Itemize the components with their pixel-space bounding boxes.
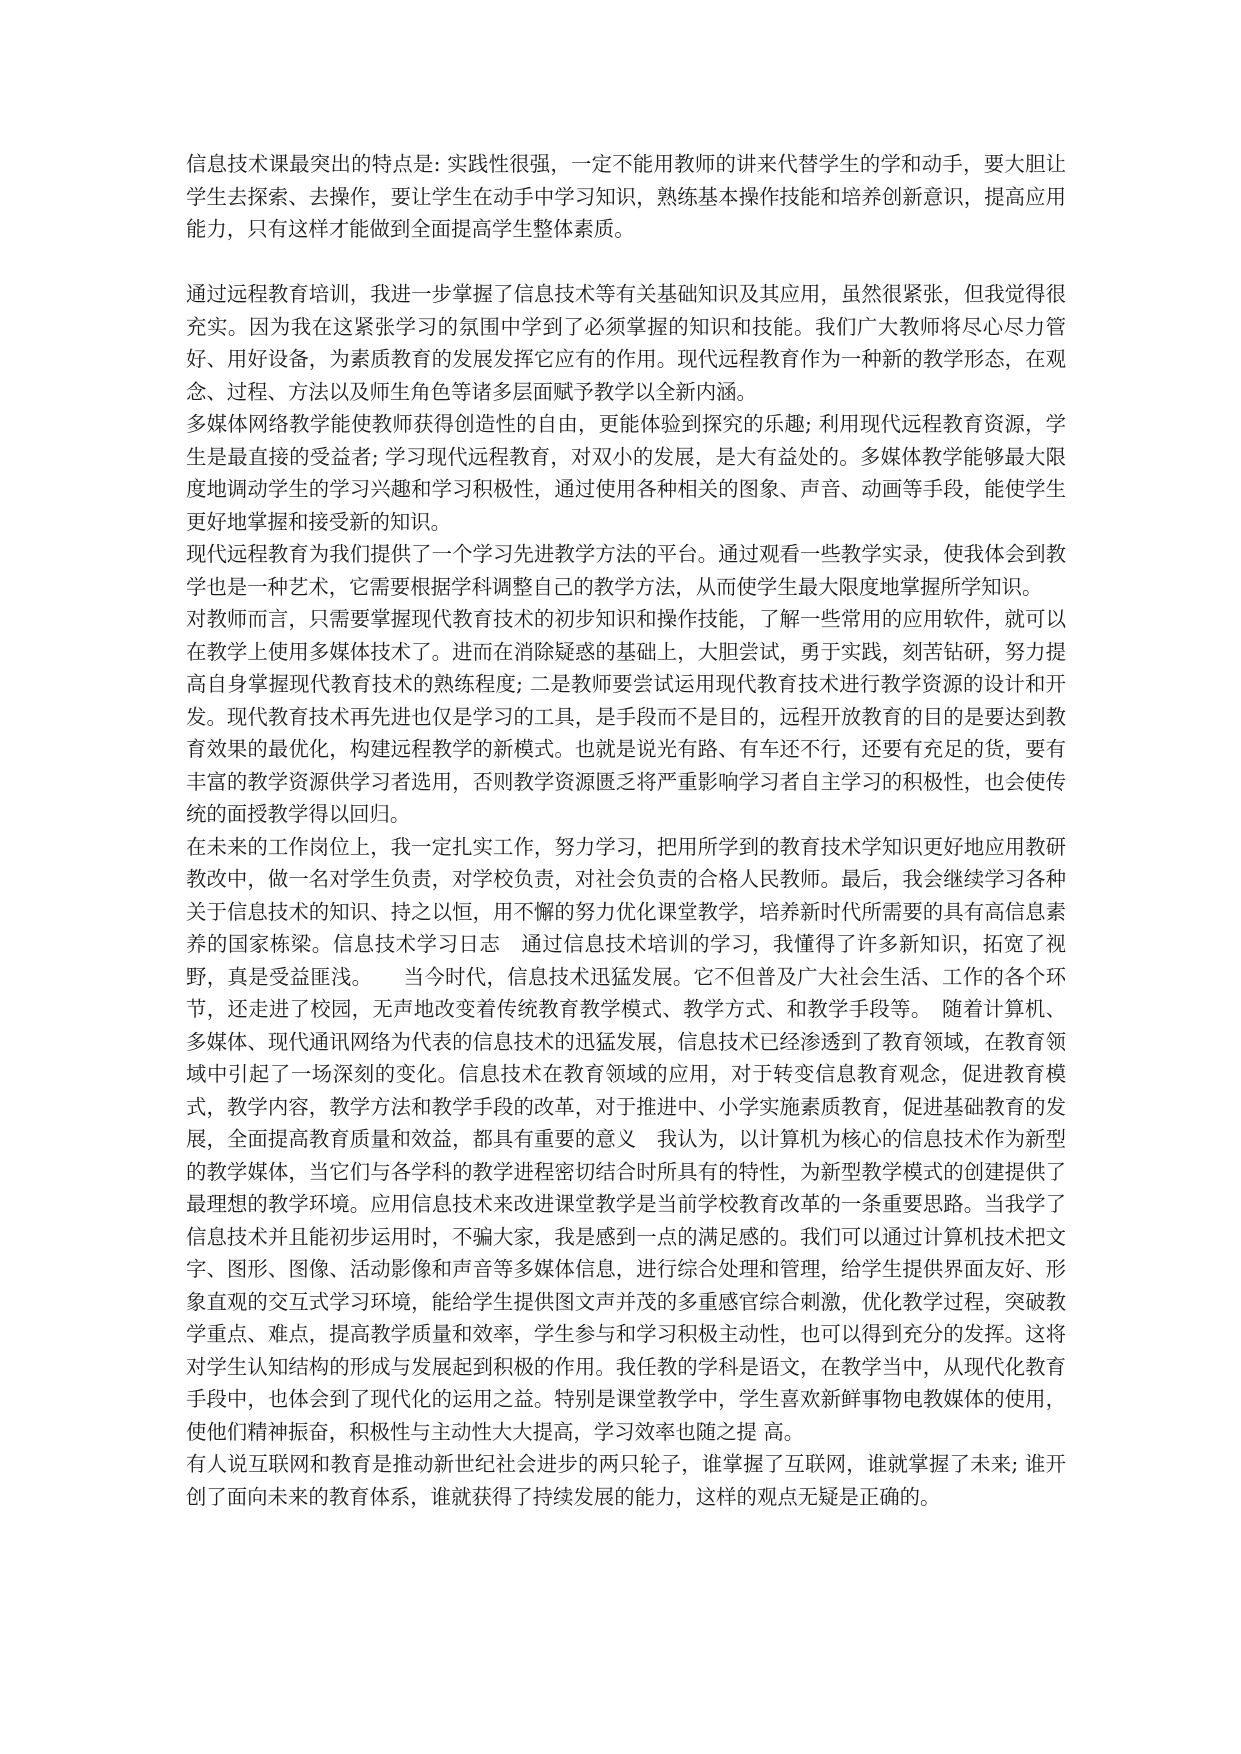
paragraph-3: 多媒体网络教学能使教师获得创造性的自由，更能体验到探究的乐趣; 利用现代远程教育资源，学生是最直接的受益者; 学习现代远程教育，对双小的发展，是大有益处的。多媒体教学能够最大限度地调动学生的学习兴趣和学习积极性，通过使用各种相关的图象、声音、动画等手段，能使学生更好地掌握和接受新的知识。	[186, 412, 1066, 534]
paragraph-1: 信息技术课最突出的特点是: 实践性很强，一定不能用教师的讲来代替学生的学和动手，要大胆让学生去探索、去操作，要让学生在动手中学习知识，熟练基本操作技能和培养创新意识，提高应用能力，只有这样才能做到全面提高学生整体素质。	[186, 152, 1066, 241]
document-body	[186, 148, 1066, 1513]
paragraph-2: 通过远程教育培训，我进一步掌握了信息技术等有关基础知识及其应用，虽然很紧张，但我觉得很充实。因为我在这紧张学习的氛围中学到了必须掌握的知识和技能。我们广大教师将尽心尽力管好、用好设备，为素质教育的发展发挥它应有的作用。现代远程教育作为一种新的教学形态，在观念、过程、方法以及师生角色等诸多层面赋予教学以全新内涵。	[186, 282, 1066, 404]
paragraph-7: 有人说互联网和教育是推动新世纪社会进步的两只轮子，谁掌握了互联网，谁就掌握了未来; 谁开创了面向未来的教育体系，谁就获得了持续发展的能力，这样的观点无疑是正确的。	[186, 1452, 1066, 1509]
paragraph-4: 现代远程教育为我们提供了一个学习先进教学方法的平台。通过观看一些教学实录，使我体会到教学也是一种艺术，它需要根据学科调整自己的教学方法，从而使学生最大限度地掌握所学知识。	[186, 542, 1066, 599]
paragraph-6: 在未来的工作岗位上，我一定扎实工作，努力学习，把用所学到的教育技术学知识更好地应用教研教改中，做一名对学生负责，对学校负责，对社会负责的合格人民教师。最后，我会继续学习各种关于信息技术的知识、持之以恒，用不懈的努力优化课堂教学，培养新时代所需要的具有高信息素养的国家栋梁。信息技术学习日志 通过信息技术培训的学习，我懂得了许多新知识，拓宽了视野，真是受益匪浅。 当今时代，信息技术迅猛发展。它不但普及广大社会生活、工作的各个环节，还走进了校园，无声地改变着传统教育教学模式、教学方式、和教学手段等。 随着计算机、多媒体、现代通讯网络为代表的信息技术的迅猛发展，信息技术已经渗透到了教育领域，在教育领域中引起了一场深刻的变化。信息技术在教育领域的应用，对于转变信息教育观念，促进教育模式，教学内容，教学方法和教学手段的改革，对于推进中、小学实施素质教育，促进基础教育的发展，全面提高教育质量和效益，都具有重要的意义 我认为，以计算机为核心的信息技术作为新型的教学媒体，当它们与各学科的教学进程密切结合时所具有的特性，为新型教学模式的创建提供了最理想的教学环境。应用信息技术来改进课堂教学是当前学校教育改革的一条重要思路。当我学了信息技术并且能初步运用时，不骗大家，我是感到一点的满足感的。我们可以通过计算机技术把文字、图形、图像、活动影像和声音等多媒体信息，进行综合处理和管理，给学生提供界面友好、形象直观的交互式学习环境，能给学生提供图文声并茂的多重感官综合刺激，优化教学过程，突破教学重点、难点，提高教学质量和效率，学生参与和学习积极主动性，也可以得到充分的发挥。这将对学生认知结构的形成与发展起到积极的作用。我任教的学科是语文，在教学当中，从现代化教育手段中，也体会到了现代化的运用之益。特别是课堂教学中，学生喜欢新鲜事物电教媒体的使用，使他们精神振奋，积极性与主动性大大提高，学习效率也随之提 高。	[186, 834, 1066, 1444]
paragraph-5: 对教师而言，只需要掌握现代教育技术的初步知识和操作技能，了解一些常用的应用软件，就可以在教学上使用多媒体技术了。进而在消除疑惑的基础上，大胆尝试，勇于实践，刻苦钻研，努力提高自身掌握现代教育技术的熟练程度; 二是教师要尝试运用现代教育技术进行教学资源的设计和开发。现代教育技术再先进也仅是学习的工具，是手段而不是目的，远程开放教育的目的是要达到教育效果的最优化，构建远程教学的新模式。也就是说光有路、有车还不行，还要有充足的货，要有丰富的教学资源供学习者选用，否则教学资源匮乏将严重影响学习者自主学习的积极性，也会使传统的面授教学得以回归。	[186, 607, 1066, 826]
paragraph-spacer	[186, 246, 1066, 279]
